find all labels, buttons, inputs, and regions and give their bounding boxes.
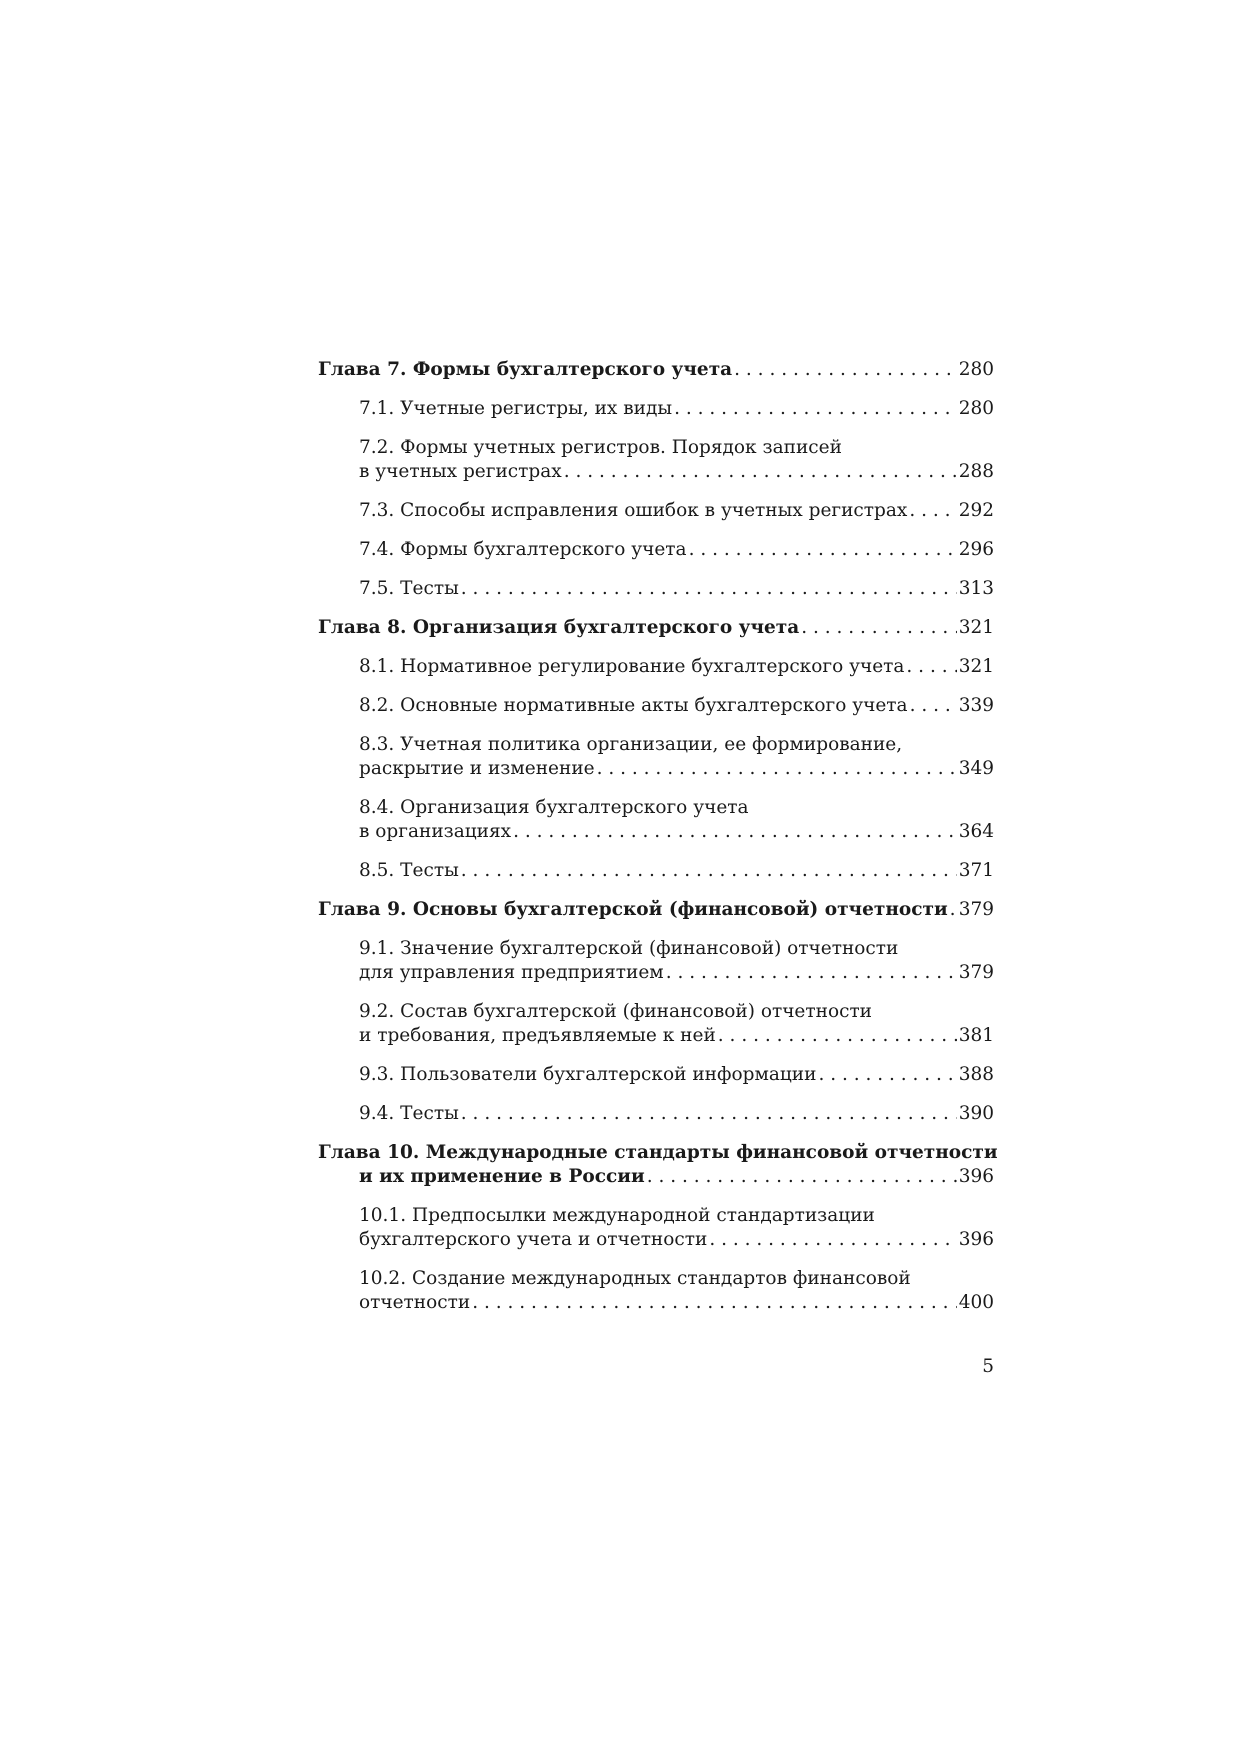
- toc-entry-page: 313: [958, 578, 994, 599]
- toc-entry-title: и требования, предъявляемые к ней: [359, 1025, 716, 1046]
- page-number: 5: [982, 1356, 994, 1377]
- toc-entry-page: 349: [958, 758, 994, 779]
- toc-entry-page: 364: [958, 821, 994, 842]
- dot-leader: [734, 358, 957, 382]
- dot-leader: [666, 961, 957, 985]
- toc-entry-title-line1: 9.1. Значение бухгалтерской (финансовой) отчетности: [359, 938, 899, 959]
- toc-entry-title: и их применение в России: [359, 1166, 645, 1187]
- toc-entry-title: бухгалтерского учета и отчетности: [359, 1229, 708, 1250]
- toc-section-7-5[interactable]: [318, 577, 994, 601]
- dot-leader: [461, 577, 957, 601]
- toc-entry-page: 339: [958, 695, 994, 716]
- toc-entry-page: 379: [958, 962, 994, 983]
- dot-leader: [461, 1102, 957, 1126]
- toc-section-9-3[interactable]: [318, 1063, 994, 1087]
- toc-section-10-2[interactable]: [318, 1267, 994, 1315]
- dot-leader: [718, 1024, 957, 1048]
- toc-entry-title-line1: 9.2. Состав бухгалтерской (финансовой) отчетности: [359, 1001, 873, 1022]
- toc-entry-title: раскрытие и изменение: [359, 758, 595, 779]
- toc-entry-title: Глава 8. Организация бухгалтерского учета: [318, 617, 800, 638]
- toc-entry-page: 396: [958, 1229, 994, 1250]
- toc-section-10-1[interactable]: [318, 1204, 994, 1252]
- toc-entry-title-line1: 10.1. Предпосылки международной стандартизации: [359, 1205, 875, 1226]
- toc-entry-page: 379: [958, 899, 994, 920]
- toc-entry-title: 7.3. Способы исправления ошибок в учетных регистрах: [359, 500, 908, 521]
- dot-leader: [647, 1165, 957, 1189]
- toc-section-8-3[interactable]: [318, 733, 994, 781]
- toc-entry-title: 9.4. Тесты: [359, 1103, 459, 1124]
- toc-entry-title: для управления предприятием: [359, 962, 664, 983]
- toc-entry-title: отчетности: [359, 1292, 471, 1313]
- toc-entry-page: 388: [958, 1064, 994, 1085]
- dot-leader: [909, 499, 956, 523]
- toc-section-8-4[interactable]: [318, 796, 994, 844]
- dot-leader: [472, 1291, 957, 1315]
- toc-section-9-1[interactable]: [318, 937, 994, 985]
- dot-leader: [513, 820, 957, 844]
- toc-section-9-2[interactable]: [318, 1000, 994, 1048]
- toc-section-7-1[interactable]: [318, 397, 994, 421]
- toc-section-7-3[interactable]: [318, 499, 994, 523]
- toc-entry-page: 396: [958, 1166, 994, 1187]
- dot-leader: [910, 694, 957, 718]
- dot-leader: [801, 616, 956, 640]
- dot-leader: [709, 1228, 956, 1252]
- toc-entry-title: в учетных регистрах: [359, 461, 562, 482]
- toc-chapter-7[interactable]: [318, 358, 994, 382]
- toc-entry-title: 8.5. Тесты: [359, 860, 459, 881]
- toc-entry-page: 280: [958, 398, 994, 419]
- dot-leader: [689, 538, 957, 562]
- toc-entry-page: 288: [958, 461, 994, 482]
- dot-leader: [950, 898, 957, 922]
- toc-entry-page: 296: [958, 539, 994, 560]
- toc-entry-page: 321: [958, 617, 994, 638]
- toc-entry-title: Глава 7. Формы бухгалтерского учета: [318, 359, 733, 380]
- toc-entry-title: 9.3. Пользователи бухгалтерской информации: [359, 1064, 817, 1085]
- dot-leader: [906, 655, 956, 679]
- toc-entry-title: 8.2. Основные нормативные акты бухгалтерского учета: [359, 695, 908, 716]
- toc-entry-page: 292: [958, 500, 994, 521]
- toc-section-7-2[interactable]: [318, 436, 994, 484]
- toc-chapter-8[interactable]: [318, 616, 994, 640]
- dot-leader: [597, 757, 957, 781]
- toc-entry-page: 371: [958, 860, 994, 881]
- toc-entry-title: 8.1. Нормативное регулирование бухгалтерского учета: [359, 656, 905, 677]
- toc-entry-title-line1: 8.3. Учетная политика организации, ее формирование,: [359, 734, 903, 755]
- toc-section-8-2[interactable]: [318, 694, 994, 718]
- toc-section-9-4[interactable]: [318, 1102, 994, 1126]
- toc-chapter-10[interactable]: [318, 1141, 998, 1189]
- toc-section-8-5[interactable]: [318, 859, 994, 883]
- dot-leader: [818, 1063, 956, 1087]
- toc-entry-title-line1: 8.4. Организация бухгалтерского учета: [359, 797, 749, 818]
- toc-entry-title-line1: 7.2. Формы учетных регистров. Порядок записей: [359, 437, 842, 458]
- toc-entry-page: 390: [958, 1103, 994, 1124]
- toc-entry-page: 280: [958, 359, 994, 380]
- toc-entry-title: 7.1. Учетные регистры, их виды: [359, 398, 673, 419]
- toc-section-8-1[interactable]: [318, 655, 994, 679]
- dot-leader: [674, 397, 957, 421]
- toc-entry-title-line1: Глава 10. Международные стандарты финансовой отчетности: [318, 1142, 998, 1163]
- toc-entry-page: 321: [958, 656, 994, 677]
- table-of-contents: [318, 358, 998, 1315]
- toc-entry-title-line1: 10.2. Создание международных стандартов финансовой: [359, 1268, 911, 1289]
- toc-entry-page: 400: [958, 1292, 994, 1313]
- toc-entry-title: Глава 9. Основы бухгалтерской (финансовой) отчетности: [318, 899, 948, 920]
- toc-entry-page: 381: [958, 1025, 994, 1046]
- dot-leader: [564, 460, 957, 484]
- dot-leader: [461, 859, 957, 883]
- toc-chapter-9[interactable]: [318, 898, 994, 922]
- toc-entry-title: 7.5. Тесты: [359, 578, 459, 599]
- toc-section-7-4[interactable]: [318, 538, 994, 562]
- toc-entry-title: 7.4. Формы бухгалтерского учета: [359, 539, 687, 560]
- toc-entry-title: в организациях: [359, 821, 512, 842]
